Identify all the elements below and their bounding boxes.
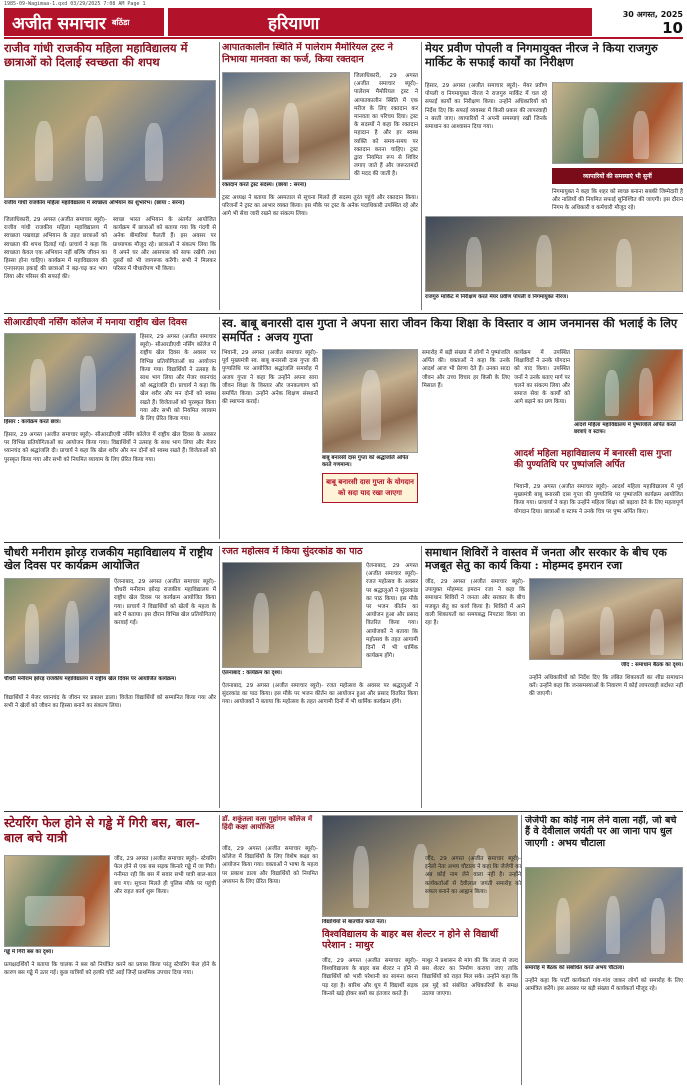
news-photo: [4, 855, 110, 947]
news-photo: [4, 80, 216, 198]
photo-caption: राजगुरु मार्किट में निरीक्षण करते मेयर प्रवीण पोपली व निगमायुक्त नीरज।: [425, 294, 569, 300]
headline: राजीव गांधी राजकीय महिला महाविद्यालय में छात्राओं को दिलाई स्वच्छता की शपथ: [4, 42, 188, 69]
column-rule: [421, 546, 422, 808]
story-abhay-chautala: [425, 815, 683, 1085]
section-banner: [168, 8, 592, 36]
article-column: उन्होंने अधिकारियों को निर्देश दिए कि लंबित शिकायतों का शीघ्र समाधान करें। उन्होंने कहा कि जनसमस्याओं के निवारण में कोई लापरवाही बर्दाश्त नहीं की जाएगी।: [529, 675, 683, 698]
article-column: निगमायुक्त ने कहा कि शहर को स्वच्छ बनाना सबकी जिम्मेदारी है और नालियों की नियमित सफाई सुनिश्चित की जाएगी। इस दौरान निगम के अधिकारी व कर्मचारी मौजूद रहे।: [552, 189, 683, 212]
headline: चौधरी मनीराम झोरड़ राजकीय महाविद्यालय में राष्ट्रीय खेल दिवस पर कार्यक्रम आयोजित: [4, 546, 213, 573]
headline: विश्वविद्यालय के बाहर बस शेल्टर न होने से विद्यार्थी परेशान : माथुर: [322, 929, 499, 952]
article-column: समारोह में बड़ी संख्या में लोगों ने पुष्पांजलि अर्पित की। वक्ताओं ने कहा कि उनके आदर्श आज भी प्रेरणा देते हैं। उनका सादा जीवन और उच्च विचार हर किसी के लिए मिसाल हैं।: [422, 350, 510, 389]
article-column: स्वच्छ भारत अभियान के अंतर्गत आयोजित कार्यक्रम में छात्राओं को बताया गया कि गंदगी से अनेक बीमारियां फैलती हैं। इस अवसर पर प्राध्यापक मौजूद रहे। छात्राओं ने संकल्प लिया कि वे अपने घर और आसपास को साफ रखेंगी तथा दूसरों को भी जागरूक करेंगी। सभी ने मिलकर परिसर में पौधारोपण भी किया।: [113, 217, 216, 273]
headline: आपातकालीन स्थिति में पालेराम मैमोरियल ट्रस्ट ने निभाया मानवता का फर्ज, किया रक्तदान: [222, 42, 394, 65]
news-photo: [222, 562, 362, 668]
news-photo: [529, 578, 683, 660]
headline: समाधान शिविरों ने वास्तव में जनता और सरकार के बीच एक मजबूत सेतु का कार्य किया : मोहम्मद इमरान रजा: [425, 546, 667, 573]
article-column: [4, 431, 216, 537]
article-column: ऐलनाबाद, 29 अगस्त (अजीत समाचार ब्यूरो)- चौधरी मनीराम झोरड़ राजकीय महाविद्यालय में राष्ट्रीय खेल दिवस पर कार्यक्रम आयोजित किया गया। प्राचार्य ने विद्यार्थियों को खेलों के महत्व के बारे में बताया। इस दौरान विभिन्न खेल प्रतियोगिताएं करवाई गईं।: [114, 579, 216, 627]
photo-caption: ऐलनाबाद : कार्यक्रम का दृश्य।: [222, 670, 282, 676]
photo-caption: राजीव गांधी राजकीय महिला महाविद्यालय में स्वच्छता अभियान का शुभारंभ। (छाया : सरना): [4, 200, 185, 206]
photo-caption: समारोह में बैठक को संबोधित करते अभय चौटाला।: [525, 965, 625, 971]
article-column: जींद, 29 अगस्त (अजीत समाचार ब्यूरो)- कॉलेज में विद्यार्थियों के लिए विशेष कक्षा का आयोजन किया गया। वक्ताओं ने भाषा के महत्व पर प्रकाश डाला और विद्यार्थियों को नियमित अध्ययन के लिए प्रेरित किया।: [222, 846, 318, 885]
article-column: कार्यक्रम में उपस्थित शिक्षाविदों ने उनके योगदान को याद किया। उपस्थित जनों ने उनके बताए मार्ग पर चलने का संकल्प लिया और समाज सेवा के कार्यों को आगे बढ़ाने का प्रण किया।: [514, 350, 570, 406]
column-rule: [219, 815, 220, 1085]
newspaper-brand: [4, 8, 164, 36]
story-rajiv-gandhi-college: [4, 42, 216, 310]
story-paleram-trust: [222, 42, 418, 310]
headline: डॉ. शकुंतला वत्स गुहांगन कॉलेज में हिंदी कक्षा आयोजित: [222, 815, 313, 832]
headline: रजत महोत्सव में किया सुंदरकांड का पाठ: [222, 546, 363, 557]
news-photo: [222, 72, 350, 180]
column-rule: [219, 42, 220, 310]
photo-caption: गड्ढे में गिरी बस का दृश्य।: [4, 949, 54, 955]
article-text: हिसार, 29 अगस्त (अजीत समाचार ब्यूरो)- सीआरडीएवी नर्सिंग कॉलेज में राष्ट्रीय खेल दिवस के अवसर पर विभिन्न प्रतियोगिताओं का आयोजन किया गया। विद्यार्थियों ने उत्साह के साथ भाग लिया और मेजर ध्यानचंद को श्रद्धांजलि दी। प्राचार्य ने कहा कि खेल शरीर और मन दोनों को स्वस्थ रखते हैं। विजेताओं को पुरस्कृत किया गया और सभी को नियमित व्यायाम के लिए प्रेरित किया गया।: [4, 432, 216, 463]
section-title: हरियाणा: [268, 14, 320, 34]
story-mayor-inspection: [425, 42, 683, 310]
row-rule: [4, 313, 683, 314]
article-column: ऐलनाबाद, 29 अगस्त (अजीत समाचार ब्यूरो)- रजत महोत्सव के अवसर पर श्रद्धालुओं ने सुंदरकांड का पाठ किया। इस मौके पर भजन कीर्तन का आयोजन हुआ और प्रसाद वितरित किया गया। आयोजकों ने बताया कि महोत्सव के तहत आगामी दिनों में भी धार्मिक कार्यक्रम होंगे।: [222, 683, 418, 706]
article-column: जिलाधिकारी, 29 अगस्त (अजीत समाचार ब्यूरो)- पालेराम मैमोरियल ट्रस्ट ने आपातकालीन स्थिति में एक मरीज के लिए रक्तदान कर मानवता का परिचय दिया। ट्रस्ट के सदस्यों ने कहा कि रक्तदान महादान है और हर स्वस्थ व्यक्ति को समय-समय पर रक्तदान करना चाहिए। ट्रस्ट द्वारा नियमित रूप से शिविर लगाए जाते हैं और जरूरतमंदों की मदद की जाती है।: [354, 73, 418, 178]
column-rule: [219, 546, 220, 808]
headline: जेजेपी का कोई नाम लेने वाला नहीं, जो बचे हैं वे देवीलाल जयंती पर आ जाना पाप धुल जाएगी : अभय चौटाला: [525, 815, 677, 849]
photo-caption: आदर्श महिला महाविद्यालय में पुष्पांजलि अर्पित करते छात्राएं व स्टाफ।: [574, 422, 676, 435]
news-photo: [552, 82, 683, 164]
headline: स्टेयरिंग फेल होने से गड्ढे में गिरी बस, बाल-बाल बचे यात्री: [4, 815, 200, 845]
article-column: माथुर ने प्रशासन से मांग की कि जल्द से जल्द बस शेल्टर का निर्माण कराया जाए ताकि विद्यार्थियों को राहत मिल सके। उन्होंने कहा कि इस मुद्दे को संबंधित अधिकारियों के समक्ष उठाया जाएगा।: [422, 958, 518, 997]
newspaper-title: अजीत समाचार: [12, 13, 106, 34]
masthead: [0, 8, 687, 36]
news-photo: [525, 867, 683, 963]
news-photo: [4, 578, 110, 674]
news-photo: [574, 349, 683, 421]
photo-caption: जींद : समाधान बैठक का दृश्य।: [621, 662, 683, 668]
column-rule: [421, 42, 422, 310]
story-college-class: [222, 815, 318, 1085]
article-text: ऐलनाबाद, 29 अगस्त (अजीत समाचार ब्यूरो)- रजत महोत्सव के अवसर पर श्रद्धालुओं ने सुंदरकांड का पाठ किया। इस मौके पर भजन कीर्तन का आयोजन हुआ और प्रसाद वितरित किया गया। आयोजकों ने बताया कि महोत्सव के तहत आगामी दिनों में भी धार्मिक कार्यक्रम होंगे।: [366, 563, 418, 660]
article-column: भिवानी, 29 अगस्त (अजीत समाचार ब्यूरो)- आदर्श महिला महाविद्यालय में पूर्व मुख्यमंत्री बाबू बनारसी दास गुप्ता की पुण्यतिथि पर पुष्पांजलि कार्यक्रम आयोजित किया गया। प्राचार्या ने कहा कि उन्होंने महिला शिक्षा को बढ़ावा देने के लिए महत्वपूर्ण योगदान दिया। छात्राओं व स्टाफ ने उनके चित्र पर पुष्प अर्पित किए।: [514, 484, 683, 515]
sub-headline: व्यापारियों की समस्याएं भी सुनीं: [552, 168, 683, 184]
photo-caption: विद्यार्थियों से बातचीत करते नेता।: [322, 919, 387, 925]
news-photo: [425, 216, 683, 292]
row-rule: [4, 811, 683, 812]
article-column: जींद, 29 अगस्त (अजीत समाचार ब्यूरो)- उपायुक्त मोहम्मद इमरान रजा ने कहा कि समाधान शिविरों ने जनता और सरकार के बीच मजबूत सेतु का कार्य किया है। शिविरों में आने वाली शिकायतों का समयबद्ध निपटारा किया जा रहा है।: [425, 579, 525, 627]
headline: स्व. बाबू बनारसी दास गुप्ता ने अपना सारा जीवन किया शिक्षा के विस्तार व आम जनमानस की भलाई के लिए समर्पित : अजय गुप्ता: [222, 317, 678, 344]
row-rule: [4, 542, 683, 543]
photo-caption: हिसार : कार्यक्रम करते छात्र।: [4, 419, 61, 425]
article-column: भिवानी, 29 अगस्त (अजीत समाचार ब्यूरो)- पूर्व मुख्यमंत्री स्व. बाबू बनारसी दास गुप्ता की पुण्यतिथि पर आयोजित श्रद्धांजलि समारोह में अजय गुप्ता ने कहा कि उन्होंने अपना सारा जीवन शिक्षा के विस्तार और जनकल्याण को समर्पित किया। उन्होंने अनेक शिक्षण संस्थानों की स्थापना कराई।: [222, 350, 318, 406]
news-photo: [322, 349, 418, 453]
photo-caption: रक्तदान करते ट्रस्ट सदस्य। (छाया : सरना): [222, 182, 307, 188]
photo-caption: चौधरी मनीराम झोरड़ राजकीय महाविद्यालय में राष्ट्रीय खेल दिवस पर आयोजित कार्यक्रम।: [4, 676, 177, 682]
headline-adarsh-college: आदर्श महिला महाविद्यालय में बनारसी दास गुप्ता की पुण्यतिथि पर पुष्पांजलि अर्पित: [514, 449, 672, 470]
headline: मेयर प्रवीण पोपली व निगमायुक्त नीरज ने किया राजगुरु मार्किट के सफाई कार्यों का निरीक्षण: [425, 42, 658, 69]
story-crdav-nursing: [4, 317, 216, 539]
story-bus-accident: [4, 815, 216, 1085]
issue-date: 30 अगस्त, 2025: [622, 10, 683, 19]
story-samadhan-shivir: [425, 546, 683, 808]
article-column: [366, 562, 418, 678]
article-column: जिलाधिकारी, 29 अगस्त (अजीत समाचार ब्यूरो)- राजीव गांधी राजकीय महिला महाविद्यालय में स्वच्छता पखवाड़ा अभियान के तहत छात्राओं को स्वच्छता की शपथ दिलाई गई। प्राचार्य ने कहा कि स्वच्छता केवल एक अभियान नहीं बल्कि जीवन का हिस्सा होना चाहिए। कार्यक्रम में महाविद्यालय की एनएसएस इकाई की छात्राओं ने बढ़-चढ़ कर भाग लिया और परिसर की सफाई की।: [4, 217, 107, 281]
article-column: ट्रस्ट अध्यक्ष ने बताया कि अस्पताल से सूचना मिलते ही सदस्य तुरंत पहुंचे और रक्तदान किया। परिजनों ने ट्रस्ट का आभार व्यक्त किया। इस मौके पर ट्रस्ट के अनेक पदाधिकारी उपस्थित रहे और आगे भी सेवा जारी रखने का संकल्प लिया।: [222, 195, 418, 218]
print-slug: 1985-09-Wagimaa-1.qxd 03/29/2025 7:08 AM Page 1: [4, 1, 146, 7]
article-column: जींद, 29 अगस्त (अजीत समाचार ब्यूरो)- इनेलो नेता अभय चौटाला ने कहा कि जेजेपी का अब कोई नाम लेने वाला नहीं है। उन्होंने कार्यकर्ताओं से देवीलाल जयंती समारोह को सफल बनाने का आह्वान किया।: [425, 856, 521, 895]
edition-city: बठिंडा: [111, 17, 130, 27]
headline: सीआरडीएवी नर्सिंग कॉलेज में मनाया राष्ट्रीय खेल दिवस: [4, 317, 188, 328]
article-column: जींद, 29 अगस्त (अजीत समाचार ब्यूरो)- विश्वविद्यालय के बाहर बस शेल्टर न होने से विद्यार्थियों को भारी परेशानी का सामना करना पड़ रहा है। बारिश और धूप में विद्यार्थी सड़क किनारे खड़े होकर बसों का इंतजार करते हैं।: [322, 958, 418, 997]
news-photo: [4, 333, 136, 417]
article-column: हिसार, 29 अगस्त (अजीत समाचार ब्यूरो)- मेयर प्रवीण पोपली व निगमायुक्त नीरज ने राजगुरु मार्किट में चल रहे सफाई कार्यों का निरीक्षण किया। उन्होंने अधिकारियों को निर्देश दिए कि सफाई व्यवस्था में किसी प्रकार की लापरवाही न बरती जाए। व्यापारियों ने अपनी समस्याएं रखीं जिनके समाधान का आश्वासन दिया गया।: [425, 83, 547, 131]
highlight-box: बाबू बनारसी दास गुप्ता के योगदान को सदा याद रखा जाएगा: [322, 473, 418, 503]
story-rajat-mahotsav: [222, 546, 418, 808]
story-maniram-college: [4, 546, 216, 808]
article-column: विद्यार्थियों ने मेजर ध्यानचंद के जीवन पर प्रकाश डाला। विजेता विद्यार्थियों को सम्मानित किया गया और सभी ने खेलों को जीवन का हिस्सा बनाने का संकल्प लिया।: [4, 695, 216, 710]
masthead-rule: [4, 37, 683, 39]
article-column: उन्होंने कहा कि पार्टी कार्यकर्ता गांव-गांव जाकर लोगों को समारोह के लिए आमंत्रित करेंगे। इस अवसर पर बड़ी संख्या में कार्यकर्ता मौजूद रहे।: [525, 978, 683, 993]
article-column: जींद, 29 अगस्त (अजीत समाचार ब्यूरो)- स्टेयरिंग फेल होने से एक बस सड़क किनारे गड्ढे में जा गिरी। गनीमत रही कि बस में सवार सभी यात्री बाल-बाल बच गए। सूचना मिलते ही पुलिस मौके पर पहुंची और राहत कार्य शुरू किया।: [114, 856, 216, 895]
article-column: हिसार, 29 अगस्त (अजीत समाचार ब्यूरो)- सीआरडीएवी नर्सिंग कॉलेज में राष्ट्रीय खेल दिवस के अवसर पर विभिन्न प्रतियोगिताओं का आयोजन किया गया। विद्यार्थियों ने उत्साह के साथ भाग लिया और मेजर ध्यानचंद को श्रद्धांजलि दी। प्राचार्य ने कहा कि खेल शरीर और मन दोनों को स्वस्थ रखते हैं। विजेताओं को पुरस्कृत किया गया और सभी को नियमित व्यायाम के लिए प्रेरित किया गया।: [140, 334, 216, 423]
article-column: प्रत्यक्षदर्शियों ने बताया कि चालक ने बस को नियंत्रित करने का प्रयास किया परंतु स्टेयरिंग फेल होने के कारण बस गड्ढे में उतर गई। कुछ यात्रियों को हल्की चोटें आईं जिन्हें प्राथमिक उपचार दिया गया।: [4, 962, 216, 977]
story-banarsi-das-gupta: [222, 317, 683, 539]
photo-caption: बाबू बनारसी दास गुप्ता को श्रद्धांजलि अर्पित करते गणमान्य।: [322, 455, 409, 468]
page-number: 10: [662, 19, 683, 37]
column-rule: [219, 317, 220, 539]
